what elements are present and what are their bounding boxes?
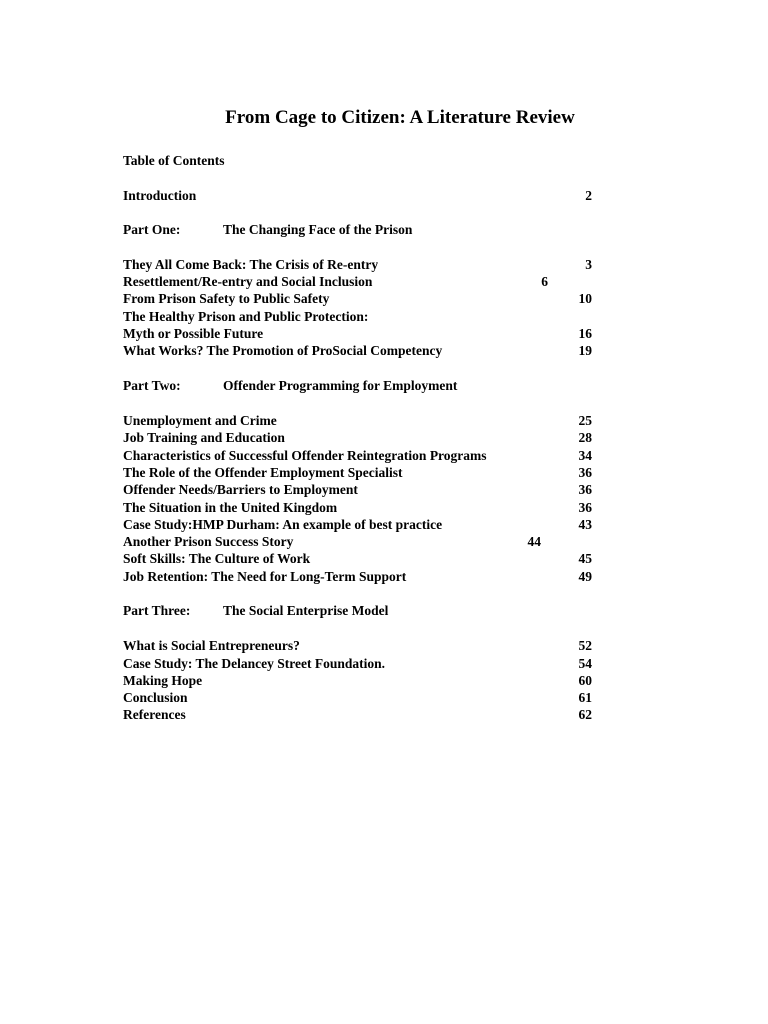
toc-entry: Myth or Possible Future bbox=[123, 326, 264, 341]
toc-page: 45 bbox=[578, 551, 592, 566]
toc-page: 3 bbox=[585, 257, 592, 272]
toc-page: 52 bbox=[578, 638, 592, 653]
toc-page: 54 bbox=[578, 656, 592, 671]
toc-page-introduction: 2 bbox=[585, 188, 592, 203]
toc-entry: The Situation in the United Kingdom bbox=[123, 500, 338, 515]
toc-page: 36 bbox=[578, 482, 592, 497]
toc-entry: Case Study: The Delancey Street Foundation. bbox=[123, 656, 386, 671]
part-three-title: The Social Enterprise Model bbox=[223, 603, 389, 618]
part-two-label: Part Two: bbox=[123, 378, 181, 393]
toc-entry-introduction: Introduction bbox=[123, 188, 197, 203]
toc-entry: Conclusion bbox=[123, 690, 188, 705]
document-title: From Cage to Citizen: A Literature Review bbox=[225, 107, 575, 128]
toc-page: 34 bbox=[578, 448, 592, 463]
toc-entry: Case Study:HMP Durham: An example of best practice bbox=[123, 517, 443, 532]
toc-entry: The Healthy Prison and Public Protection: bbox=[123, 309, 369, 324]
toc-page: 43 bbox=[578, 517, 592, 532]
toc-heading: Table of Contents bbox=[123, 153, 225, 168]
toc-entry: Unemployment and Crime bbox=[123, 413, 277, 428]
toc-page: 36 bbox=[578, 465, 592, 480]
toc-entry: What is Social Entrepreneurs? bbox=[123, 638, 300, 653]
toc-page: 10 bbox=[578, 291, 592, 306]
toc-entry: Resettlement/Re-entry and Social Inclusion bbox=[123, 274, 373, 289]
toc-page: 44 bbox=[527, 534, 541, 549]
toc-entry: They All Come Back: The Crisis of Re-entry bbox=[123, 257, 379, 272]
toc-entry: Offender Needs/Barriers to Employment bbox=[123, 482, 358, 497]
toc-entry: Characteristics of Successful Offender Reintegration Programs bbox=[123, 448, 487, 463]
toc-page: 16 bbox=[578, 326, 592, 341]
toc-entry: References bbox=[123, 707, 186, 722]
toc-page: 60 bbox=[578, 673, 592, 688]
part-one-title: The Changing Face of the Prison bbox=[223, 222, 413, 237]
toc-page: 19 bbox=[578, 343, 592, 358]
toc-page: 61 bbox=[578, 690, 592, 705]
toc-entry: Job Retention: The Need for Long-Term Support bbox=[123, 569, 407, 584]
part-two-title: Offender Programming for Employment bbox=[223, 378, 458, 393]
part-three-label: Part Three: bbox=[123, 603, 191, 618]
toc-page: 28 bbox=[578, 430, 592, 445]
toc-entry: Another Prison Success Story bbox=[123, 534, 294, 549]
toc-page: 25 bbox=[578, 413, 592, 428]
toc-entry: Soft Skills: The Culture of Work bbox=[123, 551, 311, 566]
part-one-label: Part One: bbox=[123, 222, 181, 237]
toc-page: 6 bbox=[541, 274, 548, 289]
toc-entry: From Prison Safety to Public Safety bbox=[123, 291, 330, 306]
toc-entry: Job Training and Education bbox=[123, 430, 285, 445]
toc-page: 62 bbox=[578, 707, 592, 722]
toc-entry: What Works? The Promotion of ProSocial Competency bbox=[123, 343, 443, 358]
toc-entry: Making Hope bbox=[123, 673, 203, 688]
toc-page: 49 bbox=[578, 569, 592, 584]
toc-page: 36 bbox=[578, 500, 592, 515]
toc-entry: The Role of the Offender Employment Specialist bbox=[123, 465, 403, 480]
